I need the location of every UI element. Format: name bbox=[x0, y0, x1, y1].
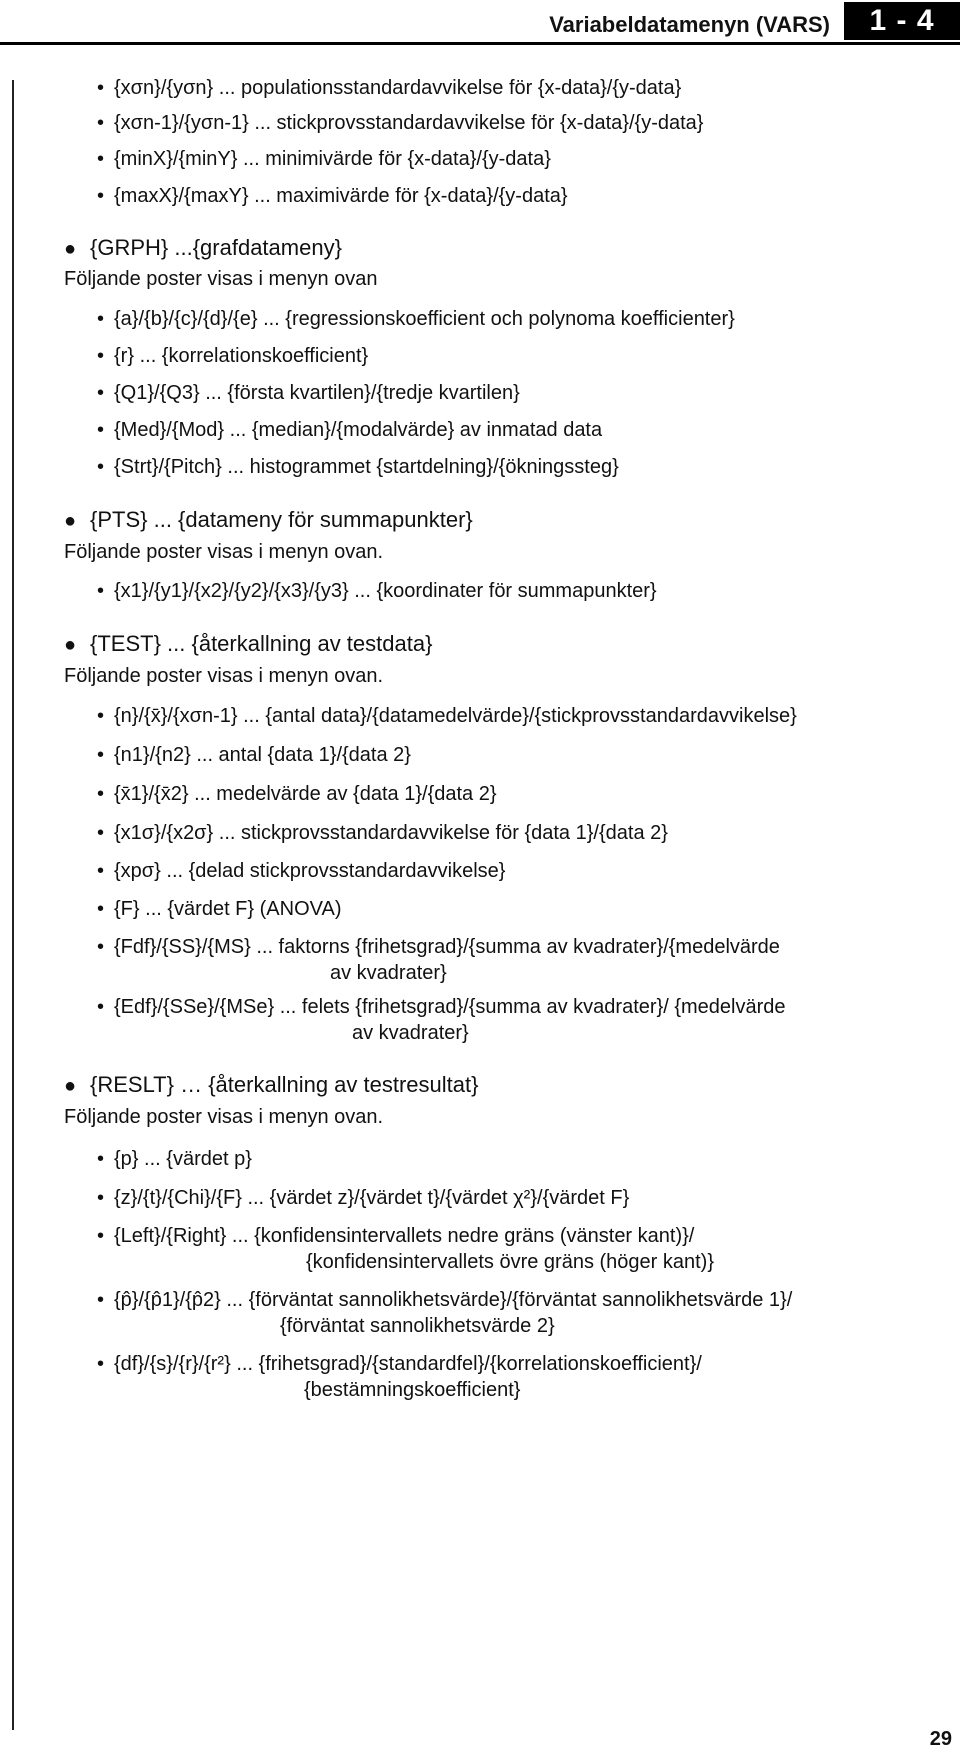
list-item: {Med}/{Mod} ... {median}/{modalvärde} av inmatad data • bbox=[97, 419, 603, 441]
bullet-icon: • bbox=[97, 822, 105, 844]
list-item: {x1σ}/{x2σ} ... stickprovsstandardavvikelse för {data 1}/{data 2} • bbox=[97, 822, 668, 844]
bullet-icon: • bbox=[97, 148, 105, 170]
header-divider bbox=[0, 42, 960, 45]
list-item: {n1}/{n2} ... antal {data 1}/{data 2} • bbox=[97, 744, 411, 766]
bullet-icon: • bbox=[97, 1225, 105, 1247]
list-item: {xpσ} ... {delad stickprovsstandardavvikelse} • bbox=[97, 860, 506, 882]
section-bullet-icon: ● bbox=[64, 1075, 77, 1097]
list-item: {Left}/{Right} ... {konfidensintervallets nedre gräns (vänster kant)}/ • bbox=[97, 1225, 695, 1247]
page-header-title: Variabeldatamenyn (VARS) bbox=[549, 12, 830, 37]
bullet-icon: • bbox=[97, 744, 105, 766]
bullet-icon: • bbox=[97, 345, 105, 367]
bullet-icon: • bbox=[97, 185, 105, 207]
paragraph-text: Följande poster visas i menyn ovan. bbox=[64, 541, 384, 563]
paragraph-text: Följande poster visas i menyn ovan. bbox=[64, 1106, 384, 1128]
list-item: {xσn}/{yσn} ... populationsstandardavvikelse för {x-data}/{y-data} • bbox=[97, 77, 682, 99]
bullet-icon: • bbox=[97, 705, 105, 727]
bullet-icon: • bbox=[97, 308, 105, 330]
bullet-icon: • bbox=[97, 1187, 105, 1209]
bullet-icon: • bbox=[97, 936, 105, 958]
section-heading: {RESLT} … {återkallning av testresultat} ● bbox=[64, 1072, 479, 1097]
list-item: {z}/{t}/{Chi}/{F} ... {värdet z}/{värdet t}/{värdet χ²}/{värdet F} • bbox=[97, 1187, 630, 1209]
bullet-icon: • bbox=[97, 996, 105, 1018]
page-number: 29 bbox=[929, 1728, 952, 1750]
list-item: {Q1}/{Q3} ... {första kvartilen}/{tredje kvartilen} • bbox=[97, 382, 520, 404]
bullet-icon: • bbox=[97, 77, 105, 99]
list-item: {n}/{x̄}/{xσn-1} ... {antal data}/{datamedelvärde}/{stickprovsstandardavvikelse} • bbox=[97, 705, 797, 727]
list-item: {xσn-1}/{yσn-1} ... stickprovsstandardavvikelse för {x-data}/{y-data} • bbox=[97, 112, 704, 134]
section-number-badge: 1 - 4 bbox=[844, 2, 960, 40]
bullet-icon: • bbox=[97, 419, 105, 441]
margin-rule bbox=[12, 80, 14, 1730]
paragraph-text: Följande poster visas i menyn ovan. bbox=[64, 665, 384, 687]
section-heading: {TEST} ... {återkallning av testdata} ● bbox=[64, 631, 433, 656]
bullet-icon: • bbox=[97, 860, 105, 882]
bullet-icon: • bbox=[97, 112, 105, 134]
section-bullet-icon: ● bbox=[64, 238, 77, 260]
bullet-icon: • bbox=[97, 580, 105, 602]
continuation-text: {bestämningskoefficient} bbox=[304, 1379, 521, 1401]
list-item: {Fdf}/{SS}/{MS} ... faktorns {frihetsgrad}/{summa av kvadrater}/{medelvärde • bbox=[97, 936, 780, 958]
list-item: {Strt}/{Pitch} ... histogrammet {startdelning}/{ökningssteg} • bbox=[97, 456, 619, 478]
continuation-text: {konfidensintervallets övre gräns (höger kant)} bbox=[306, 1251, 715, 1273]
list-item: {r} ... {korrelationskoefficient} • bbox=[97, 345, 369, 367]
continuation-text: av kvadrater} bbox=[352, 1022, 469, 1044]
bullet-icon: • bbox=[97, 898, 105, 920]
list-item: {p̂}/{p̂1}/{p̂2} ... {förväntat sannolikhetsvärde}/{förväntat sannolikhetsvärde 1}/ • bbox=[97, 1289, 793, 1311]
continuation-text: av kvadrater} bbox=[330, 962, 447, 984]
list-item: {minX}/{minY} ... minimivärde för {x-data}/{y-data} • bbox=[97, 148, 551, 170]
continuation-text: {förväntat sannolikhetsvärde 2} bbox=[280, 1315, 555, 1337]
bullet-icon: • bbox=[97, 1353, 105, 1375]
list-item: {p} ... {värdet p} • bbox=[97, 1148, 252, 1170]
bullet-icon: • bbox=[97, 1289, 105, 1311]
bullet-icon: • bbox=[97, 456, 105, 478]
list-item: {F} ... {värdet F} (ANOVA) • bbox=[97, 898, 342, 920]
list-item: {df}/{s}/{r}/{r²} ... {frihetsgrad}/{standardfel}/{korrelationskoefficient}/ • bbox=[97, 1353, 702, 1375]
section-heading: {PTS} ... {datameny för summapunkter} ● bbox=[64, 507, 473, 532]
section-bullet-icon: ● bbox=[64, 510, 77, 532]
section-bullet-icon: ● bbox=[64, 634, 77, 656]
bullet-icon: • bbox=[97, 382, 105, 404]
list-item: {x1}/{y1}/{x2}/{y2}/{x3}/{y3} ... {koordinater för summapunkter} • bbox=[97, 580, 657, 602]
paragraph-text: Följande poster visas i menyn ovan bbox=[64, 268, 378, 290]
section-heading: {GRPH} ...{grafdatameny} ● bbox=[64, 235, 342, 260]
list-item: {x̄1}/{x̄2} ... medelvärde av {data 1}/{data 2} • bbox=[97, 783, 497, 805]
list-item: {maxX}/{maxY} ... maximivärde för {x-data}/{y-data} • bbox=[97, 185, 568, 207]
bullet-icon: • bbox=[97, 783, 105, 805]
bullet-icon: • bbox=[97, 1148, 105, 1170]
list-item: {Edf}/{SSe}/{MSe} ... felets {frihetsgrad}/{summa av kvadrater}/ {medelvärde • bbox=[97, 996, 786, 1018]
list-item: {a}/{b}/{c}/{d}/{e} ... {regressionskoefficient och polynoma koefficienter} • bbox=[97, 308, 735, 330]
